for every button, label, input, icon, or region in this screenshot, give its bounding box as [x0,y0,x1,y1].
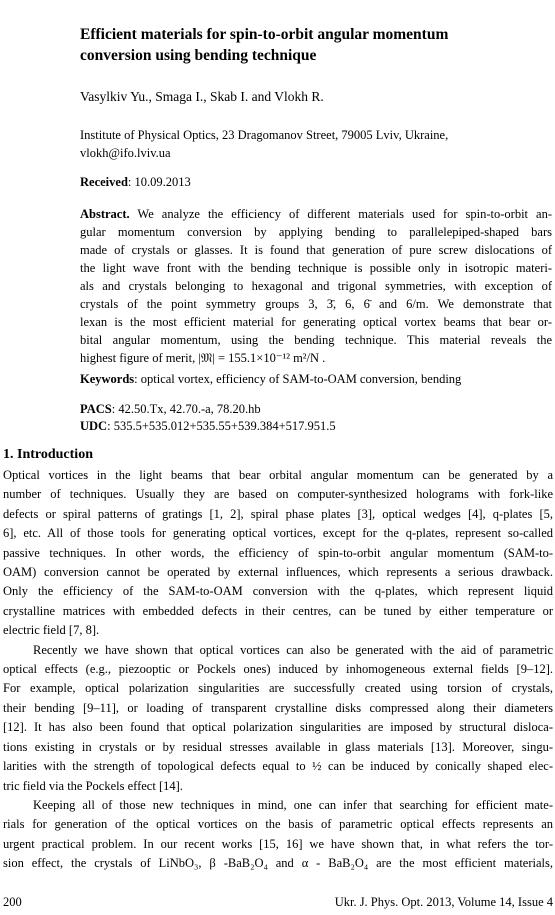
body-line: optical effects (e.g., piezooptic or Pockels ones) induced by inhomogeneous external fields [9–12]. [3,662,553,677]
body-line: tions existing in crystals or by residual stresses available in glass materials [13]. Moreover, singu- [3,739,553,754]
paper-title: Efficient materials for spin-to-orbit angular momentum conversion using bending technique [80,26,449,64]
keywords-value: : optical vortex, efficiency of SAM-to-OAM conversion, bending [134,372,462,386]
abstract-line [80,205,552,223]
body-line: Keeping all of those new techniques in mind, one can infer that searching for efficient mate- [33,797,553,812]
abstract-line: lexan is the most efficient material for generating optical vortex beams that bear or- [80,315,552,329]
body-line: crystalline matrices with embedded defects in their centres, can be tuned by either temperature or [3,603,553,618]
abstract-line: made of crystals or glasses. It is found that generation of pure screw dislocations of [80,243,552,257]
received-value: : 10.09.2013 [127,175,191,189]
affiliation-email[interactable]: vlokh@ifo.lviv.ua [80,146,171,160]
pacs-value: : 42.50.Tx, 42.70.-a, 78.20.hb [111,402,261,416]
received-date [80,175,191,190]
keywords-label: Keywords [80,372,135,386]
abstract-line: gular momentum conversion by applying bending to parallelepiped-shaped bars [80,225,552,239]
abstract-text: We analyze the efficiency of different materials used for spin-to-orbit an- [129,207,552,221]
body-line: 6], etc. All of those tools for generating optical vortices, except for the q-plates, represent so-called [3,526,553,541]
body-line: passive techniques. In other words, the efficiency of spin-to-orbit angular momentum (SAM-to- [3,545,553,560]
pacs-line [80,401,336,418]
body-line: [12]. It has also been found that optical polarization singularities are imposed by structural disloca- [3,720,553,735]
abstract-line: bital angular momentum, using the bending technique. This material reveals the [80,333,552,347]
affiliation-address: Institute of Physical Optics, 23 Dragomanov Street, 79005 Lviv, Ukraine, [80,128,449,142]
body-line: For example, optical polarization singularities are successfully created using torsion of crystals, [3,681,553,696]
body-line: Recently we have shown that optical vortices can also be generated with the aid of parametric [33,642,553,657]
keywords [80,372,461,387]
abstract-line: als and crystals belonging to hexagonal and trigonal symmetries, with exception of [80,279,552,293]
udc-label: UDC [80,419,108,433]
section-heading: 1. Introduction [3,447,93,462]
page-number: 200 [3,895,22,909]
page-footer [3,895,553,910]
body-line: their bending [9–11], or loading of transparent crystalline disks compressed along their diameters [3,700,553,715]
body-line: OAM) conversion cannot be operated by external influences, which represents a serious drawback. [3,565,553,580]
abstract-label: Abstract. [80,207,130,221]
received-label: Received [80,175,128,189]
body-line: Only the efficiency of the SAM-to-OAM conversion with the q-plates, which represent liquid [3,584,553,599]
body-line: larities with the strength of topological defects equal to ½ can be induced by conically shaped elec- [3,759,553,774]
body-line: Optical vortices in the light beams that bear orbital angular momentum can be generated by a [3,468,553,482]
body-line: rials for generation of the optical vortices on the basis of parametric optical effects represents an [3,817,553,832]
body-line: number of techniques. Usually they are based on computer-synthesized holograms with fork-like [3,487,553,502]
pacs-label: PACS [80,402,112,416]
abstract [80,205,552,367]
body-line: defects or spiral patterns of gratings [1, 2], spiral phase plates [3], optical wedges [4], q-plates [5, [3,506,553,521]
body-line: electric field [7, 8]. [3,623,100,638]
classification-codes [80,401,336,435]
body-line: sion effect, the crystals of LiNbO₃, β -BaB₂O₄ and α - BaB₂O₄ are the most efficient materials, [3,856,553,871]
udc-value: : 535.5+535.012+535.55+539.384+517.951.5 [107,419,336,433]
author-list: Vasylkiv Yu., Smaga I., Skab I. and Vlokh R. [80,89,324,104]
body-text [3,466,553,874]
journal-reference: Ukr. J. Phys. Opt. 2013, Volume 14, Issue 4 [334,895,553,909]
abstract-line: the light wave front with the bending technique is possible only in isotropic materi- [80,261,552,275]
abstract-line: crystals of the point symmetry groups 3, 3̄, 6, 6̄ and 6/m. We demonstrate that [80,297,552,311]
body-line: tric field via the Pockels effect [14]. [3,778,183,793]
abstract-line: highest figure of merit, |𝔐| = 155.1×10⁻¹² m²/N . [80,351,326,365]
udc-line [80,418,336,435]
affiliation [80,126,540,162]
body-line: urgent practical problem. In our recent works [15, 16] we have shown that, in what refers the tor- [3,836,553,851]
